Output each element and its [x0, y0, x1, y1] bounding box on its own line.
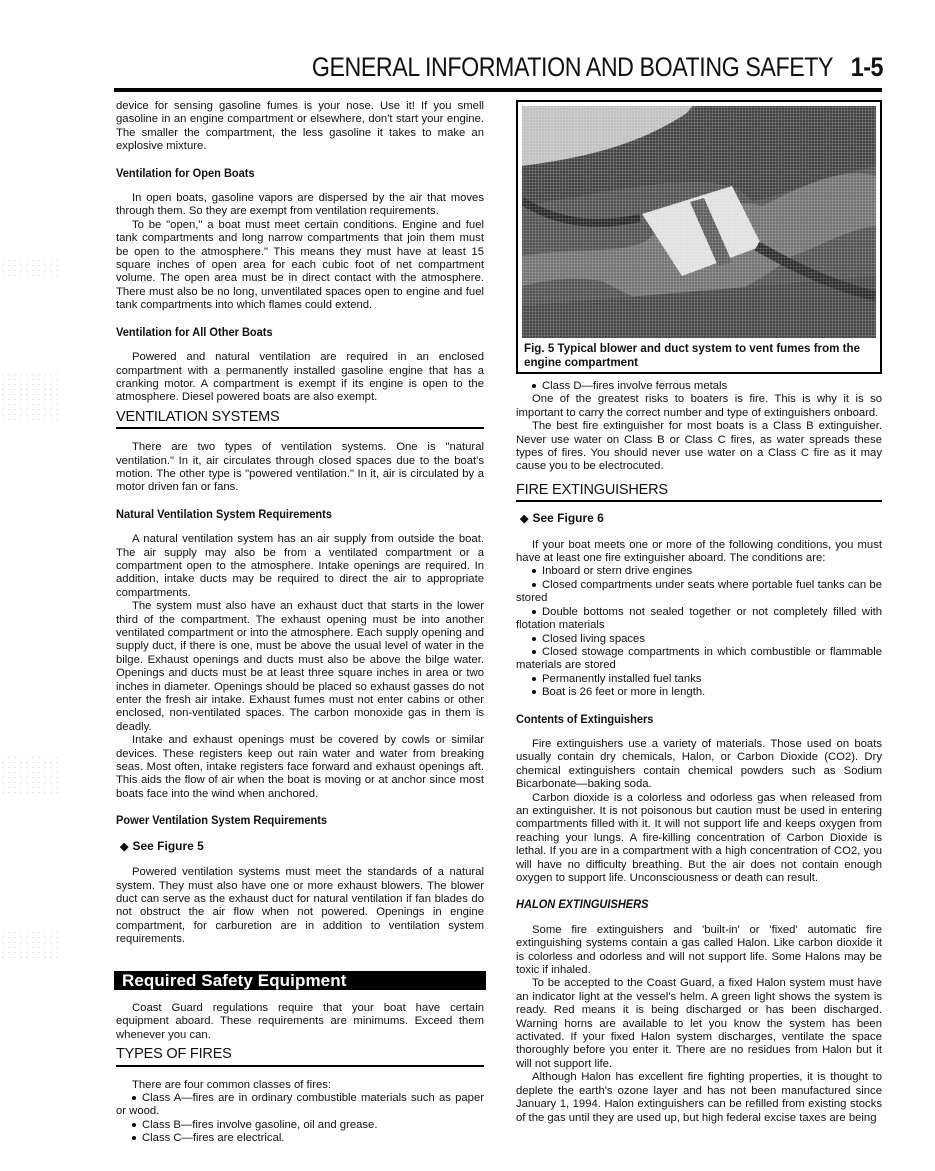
paragraph: The best fire extinguisher for most boats is a Class B extinguisher. Never use water on Class B or Class C fires, as water spreads these types of fires. You should never use water on a Class C fire as it may cause you to be electrocuted.	[516, 420, 882, 473]
section-heading-ventilation-systems: VENTILATION SYSTEMS	[116, 411, 484, 429]
see-figure-6-link[interactable]	[520, 512, 882, 526]
paragraph: Intake and exhaust openings must be covered by cowls or similar devices. These registers keep out rain water and water from breaking seas. Most often, intake registers face forward and exhaust openings aft. This aids the flow of air when the boat is moving or at anchor since most boats face into the wind when anchored.	[116, 734, 484, 800]
diamond-bullet-icon: ◆	[520, 513, 529, 526]
paragraph: Carbon dioxide is a colorless and odorless gas when released from an extinguisher. It is not poisonous but caution must be used in entering compartments filled with it. It will not support life and keeps oxygen from reaching your lungs. A fire-killing concentration of Carbon Dioxide is lethal. If you are in a compartment with a high concentration of CO2, you will have no difficulty breathing. But the air does not contain enough oxygen to support life. Unconsciousness or death can result.	[516, 791, 882, 884]
subheading-other-boats: Ventilation for All Other Boats	[116, 324, 273, 339]
page-title: GENERAL INFORMATION AND BOATING SAFETY	[311, 52, 833, 82]
section-heading-fire-extinguishers: FIRE EXTINGUISHERS	[516, 484, 882, 502]
halftone-overlay	[522, 106, 876, 338]
list-item: Inboard or stern drive engines	[516, 565, 882, 578]
header-rule	[114, 88, 882, 92]
list-item: Closed compartments under seats where portable fuel tanks can be stored	[516, 578, 882, 605]
subheading-contents: Contents of Extinguishers	[516, 711, 654, 726]
scan-noise	[0, 258, 60, 278]
scan-noise	[0, 372, 60, 422]
paragraph: The system must also have an exhaust duct that starts in the lower third of the compartment. The exhaust opening must be into another ventilated compartment or into the atmosphere. Each supply opening and supply duct, if there is one, must be above the usual level of water in the bilge. Exhaust openings and ducts must also be above the bilge water. Openings and ducts must be at least three square inches in area or two inches in diameter. Openings should be placed so exhaust gasses do not enter the fresh air intake. Exhaust fumes must not enter cabins or other enclosed, non-ventilated spaces. The carbon monoxide gas in them is deadly.	[116, 600, 484, 733]
paragraph: A natural ventilation system has an air supply from outside the boat. The air supply may also be from a ventilated compartment or a compartment open to the atmosphere. Intake openings are required. In addition, intake ducts may be required to direct the air to appropriate compartments.	[116, 533, 484, 599]
subheading-halon: HALON EXTINGUISHERS	[516, 897, 649, 912]
right-column	[516, 100, 882, 1125]
bullet-icon	[532, 569, 536, 573]
paragraph: If your boat meets one or more of the following conditions, you must have at least one fire extinguisher aboard. The conditions are:	[516, 538, 882, 565]
paragraph: To be "open," a boat must meet certain conditions. Engine and fuel tank compartments and long narrow compartments that join them must be open to the atmosphere." This means they must have at least 15 square inches of open area for each cubic foot of net compartment volume. The open area must be in direct contact with the atmosphere. There must also be no long, unventilated spaces open to engine and fuel tank compartments into which flames could extend.	[116, 218, 484, 312]
chapter-banner-safety-equipment: Required Safety Equipment	[114, 971, 486, 990]
paragraph: Powered ventilation systems must meet the standards of a natural system. They must also have one or more exhaust blowers. The blower duct can serve as the exhaust duct for natural ventilation if fan blades do not obstruct the air flow when not powered. Openings in engine compartment, for carburetion are in addition to ventilation system requirements.	[116, 866, 484, 946]
bullet-icon	[132, 1123, 136, 1127]
bullet-icon	[532, 583, 536, 587]
paragraph: Some fire extinguishers and 'built-in' or 'fixed' automatic fire extinguishing systems contain a gas called Halon. Like carbon dioxide it is colorless and odorless and will not support life. Some Halons may be toxic if inhaled.	[516, 923, 882, 977]
paragraph: There are two types of ventilation systems. One is "natural ventilation." In it, air circulates through closed spaces due to the boat's motion. The other type is "powered ventilation." In it, air is circulated by a motor driven fan or fans.	[116, 441, 484, 494]
list-item: Class B—fires involve gasoline, oil and grease.	[116, 1119, 484, 1132]
figure-5	[516, 100, 882, 374]
intro-paragraph: device for sensing gasoline fumes is your nose. Use it! If you smell gasoline in an engine compartment or elsewhere, don't start your engine. The smaller the compartment, the less gasoline it takes to make an explosive mixture.	[116, 100, 484, 153]
paragraph: Coast Guard regulations require that your boat have certain equipment aboard. These requirements are minimums. Exceed them whenever you can.	[116, 1001, 484, 1041]
bullet-icon	[532, 677, 536, 681]
bullet-icon	[532, 650, 536, 654]
bullet-icon	[132, 1136, 136, 1140]
list-item: Class C—fires are electrical.	[116, 1132, 484, 1145]
scan-noise	[0, 930, 60, 960]
bullet-icon	[532, 610, 536, 614]
paragraph: To be accepted to the Coast Guard, a fixed Halon system must have an indicator light at the vessel's helm. A green light shows the system is ready. Red means it is being discharged or has been discharged. Warning horns are available to let you know the system has been activated. If your fixed Halon system discharges, ventilate the space thoroughly before you enter it. There are no residues from Halon but it will not support life.	[516, 977, 882, 1070]
paragraph: There are four common classes of fires:	[132, 1078, 332, 1091]
list-item: Closed living spaces	[516, 633, 882, 646]
subheading-open-boats: Ventilation for Open Boats	[116, 165, 255, 180]
list-item: Double bottoms not sealed together or not completely filled with flotation materials	[516, 605, 882, 632]
list-item: Permanently installed fuel tanks	[516, 673, 882, 686]
list-item: Boat is 26 feet or more in length.	[516, 686, 882, 699]
left-column	[116, 100, 484, 1146]
paragraph: Powered and natural ventilation are required in an enclosed compartment with a permanently installed gasoline engine that has a cranking motor. A compartment is exempt if its engine is open to the atmosphere. Diesel powered boats are also exempt.	[116, 351, 484, 404]
list-item: Class D—fires involve ferrous metals	[516, 380, 882, 393]
subheading-natural-requirements: Natural Ventilation System Requirements	[116, 506, 332, 521]
section-heading-types-of-fires: TYPES OF FIRES	[116, 1048, 484, 1066]
see-figure-label: See Figure 5	[132, 838, 204, 853]
paragraph: In open boats, gasoline vapors are dispersed by the air that moves through them. So they are exempt from ventilation requirements.	[116, 192, 484, 218]
subheading-power-requirements: Power Ventilation System Requirements	[116, 813, 328, 828]
paragraph: One of the greatest risks to boaters is fire. This is why it is so important to carry the correct number and type of extinguishers onboard.	[516, 393, 882, 419]
paragraph: Although Halon has excellent fire fighting properties, it is thought to deplete the earth's ozone layer and has not been manufactured since January 1, 1994. Halon extinguishers can be refilled from existing stocks of the gas until they are used up, but high federal excise taxes are being	[516, 1071, 882, 1124]
bullet-icon	[132, 1096, 136, 1100]
list-item: Class A—fires are in ordinary combustible materials such as paper or wood.	[116, 1091, 484, 1118]
bullet-icon	[532, 637, 536, 641]
bullet-icon	[532, 690, 536, 694]
see-figure-5-link[interactable]	[120, 840, 484, 854]
page-header	[124, 52, 883, 83]
figure-photo	[522, 106, 876, 338]
scan-noise	[0, 755, 60, 795]
diamond-bullet-icon: ◆	[120, 840, 129, 853]
page-number: 1-5	[850, 52, 883, 82]
list-item: Closed stowage compartments in which combustible or flammable materials are stored	[516, 645, 882, 672]
paragraph: Fire extinguishers use a variety of materials. Those used on boats usually contain dry chemicals, Halon, or Carbon Dioxide (CO2). Dry chemical extinguishers contain chemical powders such as Sodium Bicarbonate—baking soda.	[516, 737, 882, 791]
figure-caption: Fig. 5 Typical blower and duct system to vent fumes from the engine compartment	[524, 342, 861, 369]
bullet-icon	[532, 384, 536, 388]
see-figure-label: See Figure 6	[532, 511, 604, 526]
